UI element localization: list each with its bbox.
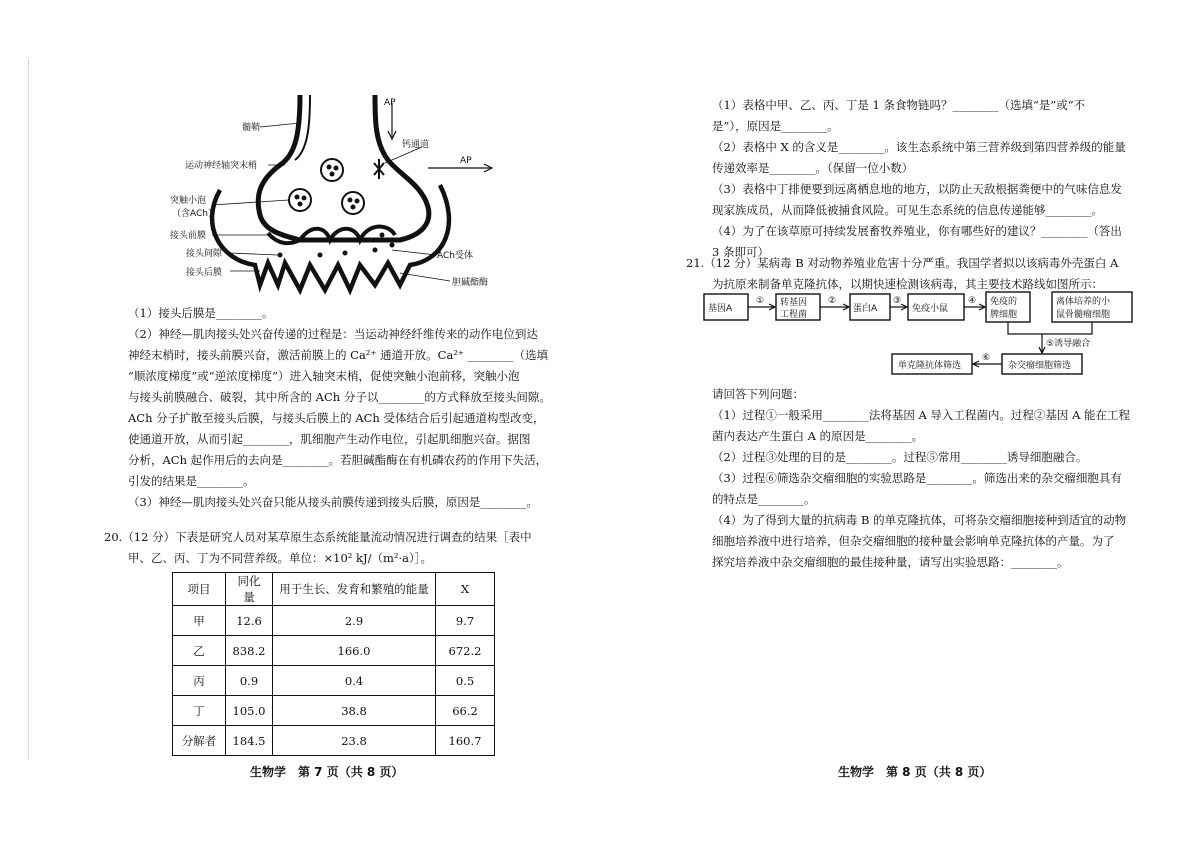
table-cell: 9.7 — [436, 606, 495, 636]
ach-molecule — [278, 253, 283, 258]
q19-part2-line: ACh 分子扩散至接头后膜，与接头后膜上的 ACh 受体结合后引起通道构型改变， — [128, 411, 545, 425]
q21-intro-line: 21.（12 分）某病毒 B 对动物养殖业危害十分严重。我国学者拟以该病毒外壳蛋白 A — [686, 256, 1119, 270]
flow-step1: ① — [756, 296, 765, 306]
q20-cont-line: 传递效率是________。（保留一位小数） — [712, 161, 914, 175]
table-cell: 丁 — [173, 696, 226, 726]
q20-cont-line: 现家族成员，从而降低被捕食风险。可见生态系统的信息传递能够________。 — [712, 203, 1103, 217]
q21-intro-line: 为抗原来制备单克隆抗体，以期快速检测该病毒，其主要技术路线如图所示： — [712, 277, 1103, 291]
q21-line: 的特点是________。 — [712, 492, 816, 506]
binding-margin — [28, 60, 29, 760]
q20-cont-line: （3）表格中丁排便要到远离栖息地的地方，以防止天敌根据粪便中的气味信息发 — [712, 182, 1122, 196]
q19-part2-line: （2）神经—肌肉接头处兴奋传递的过程是：当运动神经纤维传来的动作电位到达 — [128, 327, 538, 341]
vesicle-dot — [302, 196, 307, 201]
flow-myeloma-2: 鼠骨髓瘤细胞 — [1056, 310, 1111, 320]
flow-step2: ② — [828, 296, 837, 306]
q20-cont-line: （1）表格中甲、乙、丙、丁是 1 条食物链吗？________（选填“是”或“不 — [712, 98, 1086, 112]
table-cell: 672.2 — [436, 636, 495, 666]
label-post-membrane: 接头后膜 — [186, 268, 223, 278]
label-ap-right: AP — [460, 156, 472, 166]
table-cell: 甲 — [173, 606, 226, 636]
q19-part2-line: 神经末梢时，接头前膜兴奋，激活前膜上的 Ca²⁺ 通道开放。Ca²⁺ ________（选填 — [128, 348, 549, 362]
table-row — [173, 666, 495, 696]
table-cell: 105.0 — [226, 696, 273, 726]
flow-step6: ⑥ — [982, 353, 991, 363]
q19-part2-line: “顺浓度梯度”或“逆浓度梯度”）进入轴突末梢，促使突触小泡前移，突触小泡 — [128, 369, 520, 383]
table-cell: 160.7 — [436, 726, 495, 756]
q21-line: （1）过程①一般采用________法将基因 A 导入工程菌内。过程②基因 A 能在工程 — [712, 408, 1131, 422]
q19-part3: （3）神经—肌肉接头处兴奋只能从接头前膜传递到接头后膜，原因是________。 — [128, 495, 538, 509]
vesicle-dot — [348, 198, 353, 203]
table-cell: 12.6 — [226, 606, 273, 636]
q19-part2-line: 使通道开放，从而引起________，肌细胞产生动作电位，引起肌细胞兴奋。据图 — [128, 432, 531, 446]
ach-molecule — [343, 251, 348, 256]
flow-hybrid: 杂交瘤细胞筛选 — [1008, 361, 1072, 371]
label-enzyme: 胆碱酯酶 — [452, 278, 489, 288]
table-cell: 0.5 — [436, 666, 495, 696]
table-cell: 66.2 — [436, 696, 495, 726]
ca-channel-icon — [374, 159, 384, 179]
q20-cont-line: 是”），原因是________。 — [712, 119, 839, 133]
label-ap-top: AP — [384, 98, 396, 108]
q19-part2-line: 引发的结果是________。 — [128, 474, 255, 488]
flow-protein: 蛋白A — [853, 304, 878, 314]
q21-line: （2）过程③处理的目的是________。过程⑤常用________诱导细胞融合。 — [712, 450, 1088, 464]
q19-part2-line: 与接头前膜融合、破裂，其中所含的 ACh 分子以________的方式释放至接头间隙。 — [128, 390, 551, 404]
junction-svg — [160, 95, 520, 305]
q20-line: 甲、乙、丙、丁为不同营养级。单位：×10² kJ/（m²·a）］。 — [128, 551, 433, 565]
table-cell: 38.8 — [273, 696, 436, 726]
table-cell: 0.4 — [273, 666, 436, 696]
vesicle — [321, 159, 343, 181]
neuromuscular-junction-diagram — [160, 95, 520, 305]
flow-mab: 单克隆抗体筛选 — [898, 361, 962, 371]
flow-spleen-1: 免疫的 — [990, 297, 1018, 307]
table-row — [173, 726, 495, 756]
label-sheath: 髓鞘 — [242, 123, 261, 133]
vesicle-dot — [330, 172, 335, 177]
monoclonal-antibody-flowchart — [700, 288, 1140, 380]
vesicle-dot — [295, 195, 300, 200]
q21-line: 细胞培养液中进行培养，但杂交瘤细胞的接种量会影响单克隆抗体的产量。为了 — [712, 534, 1115, 548]
q21-line: 请回答下列问题： — [712, 387, 804, 401]
ach-molecule — [380, 233, 385, 238]
q21-line: （3）过程⑥筛选杂交瘤细胞的实验思路是________。筛选出来的杂交瘤细胞具有 — [712, 471, 1122, 485]
q20-line: 20.（12 分）下表是研究人员对某草原生态系统能量流动情况进行调查的结果［表中 — [104, 530, 532, 544]
table-cell: 分解者 — [173, 726, 226, 756]
q20-cont-line: （2）表格中 X 的含义是________。该生态系统中第三营养级到第四营养级的能量 — [712, 140, 1126, 154]
flow-bacteria-2: 工程菌 — [780, 310, 808, 320]
label-pre-membrane: 接头前膜 — [170, 231, 207, 241]
vesicle-dot — [298, 202, 303, 207]
table-header-row — [173, 573, 495, 606]
page-footer-left: 生物学 第 7 页（共 8 页） — [250, 765, 404, 779]
q21-line: 菌内表达产生蛋白 A 的原因是________。 — [712, 429, 924, 443]
question-21-questions — [712, 384, 1182, 573]
label-terminal: 运动神经轴突末梢 — [185, 161, 258, 171]
table-row — [173, 696, 495, 726]
page-footer-right: 生物学 第 8 页（共 8 页） — [838, 765, 992, 779]
flowchart-svg — [700, 288, 1140, 380]
label-vesicle-1: 突触小泡 — [170, 196, 207, 206]
flow-bacteria-1: 转基因 — [780, 298, 808, 308]
question-19 — [128, 303, 568, 513]
table-cell: 乙 — [173, 636, 226, 666]
table-cell: 0.9 — [226, 666, 273, 696]
flow-mice: 免疫小鼠 — [912, 304, 949, 314]
label-vesicle-2: （含ACh） — [172, 209, 217, 219]
flow-gene: 基因A — [708, 304, 733, 314]
vesicle-dot — [351, 205, 356, 210]
vesicle — [342, 192, 364, 214]
table-cell: 166.0 — [273, 636, 436, 666]
right-page — [600, 0, 1200, 849]
table-cell: 23.8 — [273, 726, 436, 756]
label-cleft: 接头间隙 — [186, 249, 223, 259]
ach-molecule — [390, 243, 395, 248]
ach-molecule — [318, 253, 323, 258]
ach-molecule — [373, 248, 378, 253]
q19-part1: （1）接头后膜是________。 — [128, 306, 274, 320]
table-cell: 838.2 — [226, 636, 273, 666]
question-20-continued — [712, 95, 1182, 263]
label-ca-channel: 钙通道 — [402, 140, 430, 150]
table-header: 项目 — [173, 573, 226, 606]
table-cell: 184.5 — [226, 726, 273, 756]
table-row — [173, 636, 495, 666]
label-receptor: ACh受体 — [437, 251, 473, 261]
q21-line: （4）为了得到大量的抗病毒 B 的单克隆抗体，可将杂交瘤细胞接种到适宜的动物 — [712, 513, 1127, 527]
table-row — [173, 606, 495, 636]
energy-flow-table — [172, 572, 495, 756]
flow-myeloma-1: 离体培养的小 — [1056, 297, 1111, 307]
vesicle-dot — [355, 199, 360, 204]
vesicle-dot — [327, 165, 332, 170]
q21-line: 探究培养液中杂交瘤细胞的最佳接种量，请写出实验思路：________。 — [712, 555, 1069, 569]
table-cell: 2.9 — [273, 606, 436, 636]
vesicle — [289, 189, 311, 211]
flow-step5: ⑤诱导融合 — [1046, 339, 1091, 349]
q20-cont-line: 3 条即可） — [712, 245, 769, 259]
table-header: 用于生长、发育和繁殖的能量 — [273, 573, 436, 606]
table-header: X — [436, 573, 495, 606]
flow-step4: ④ — [968, 296, 977, 306]
q20-cont-line: （4）为了在该草原可持续发展畜牧养殖业，你有哪些好的建议？________（答出 — [712, 224, 1122, 238]
table-cell: 丙 — [173, 666, 226, 696]
question-20 — [104, 527, 574, 569]
flow-step3: ③ — [893, 296, 902, 306]
flow-spleen-2: 脾细胞 — [990, 310, 1018, 320]
q19-part2-line: 分析，ACh 起作用后的去向是________。若胆碱酯酶在有机磷农药的作用下失活， — [128, 453, 548, 467]
vesicle-dot — [334, 166, 339, 171]
table-header: 同化量 — [226, 573, 273, 606]
